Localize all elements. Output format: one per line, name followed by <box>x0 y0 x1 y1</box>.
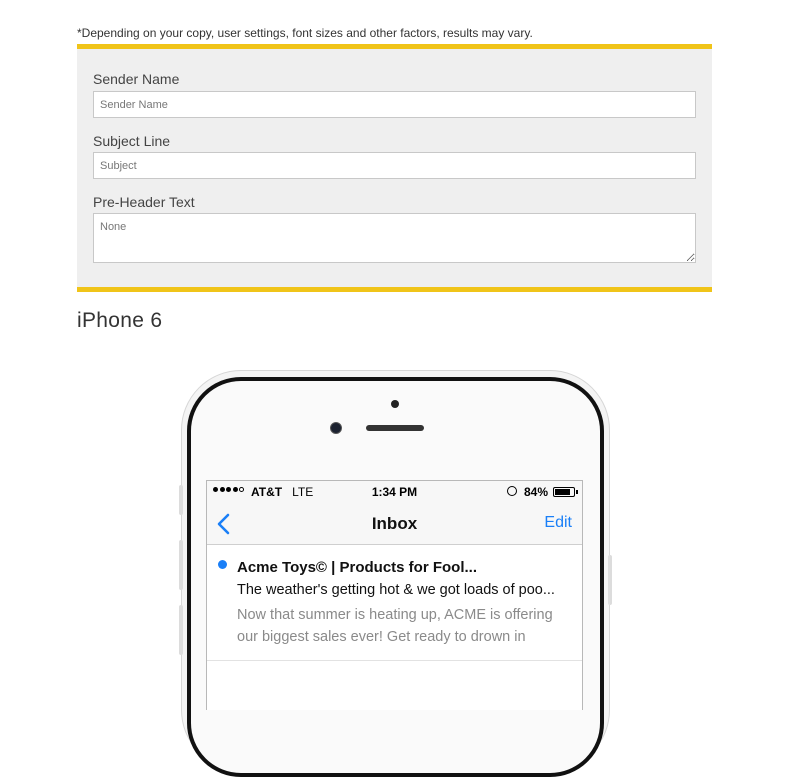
disclaimer-text: *Depending on your copy, user settings, font sizes and other factors, results may vary. <box>77 26 533 40</box>
sender-name-label: Sender Name <box>93 71 180 87</box>
subject-line-label: Subject Line <box>93 133 171 149</box>
carrier-label: AT&T LTE <box>251 485 314 499</box>
email-preview-form <box>77 44 712 292</box>
nav-bar <box>207 503 582 545</box>
edit-button[interactable]: Edit <box>544 514 572 531</box>
message-preview: Now that summer is heating up, ACME is offering our biggest sales ever! Get ready to drown in <box>237 607 553 645</box>
status-bar <box>207 481 582 503</box>
front-camera-icon <box>330 422 342 434</box>
device-heading: iPhone 6 <box>77 309 163 332</box>
message-sender: Acme Toys© | Products for Fool... <box>237 559 477 576</box>
phone-screen <box>206 480 583 710</box>
volume-up-button <box>179 540 183 590</box>
sender-name-input[interactable] <box>93 91 696 118</box>
rotation-lock-icon <box>507 486 517 496</box>
mute-switch <box>179 485 183 515</box>
unread-dot-icon <box>218 560 227 569</box>
pre-header-textarea[interactable] <box>93 213 696 263</box>
status-time: 1:34 PM <box>371 485 418 499</box>
earpiece-speaker <box>366 425 424 431</box>
power-button <box>608 555 612 605</box>
message-subject: The weather's getting hot & we got loads of poo... <box>237 582 555 598</box>
subject-line-input[interactable] <box>93 152 696 179</box>
battery-tip <box>576 490 578 494</box>
inbox-title: Inbox <box>371 514 418 533</box>
battery-percent: 84% <box>524 485 549 499</box>
proximity-sensor <box>391 400 399 408</box>
list-item[interactable] <box>207 545 582 661</box>
battery-icon <box>553 487 575 497</box>
volume-down-button <box>179 605 183 655</box>
pre-header-label: Pre-Header Text <box>93 194 195 210</box>
